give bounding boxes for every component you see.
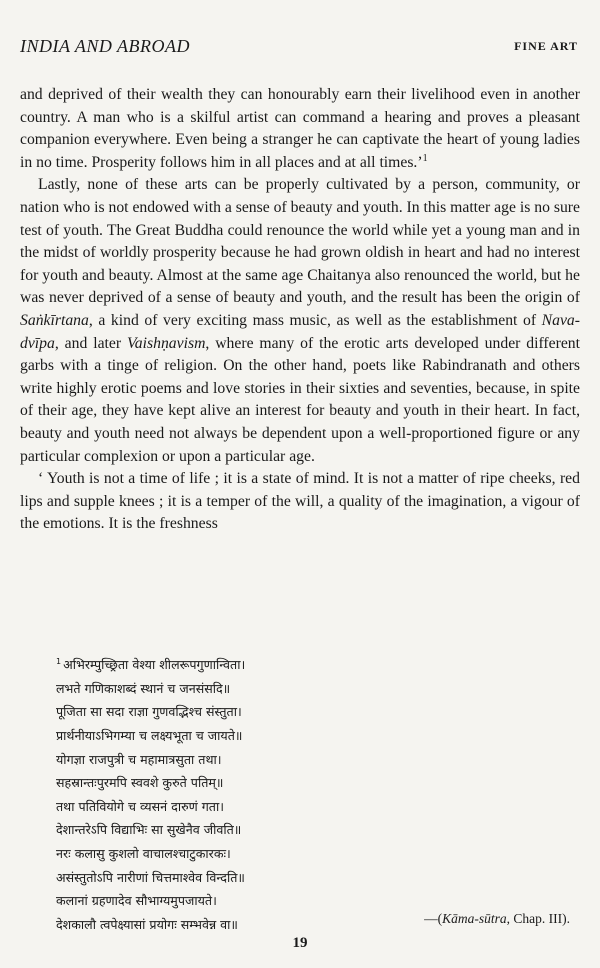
footnote-reference: 1 [422,152,428,164]
verse-line: $^1$ अभिरम्पुच्छ्रिता वेश्या शीलरूपगुणान्विता। [56,657,246,673]
verse-line: सहस्रान्तःपुरमपि स्ववशे कुरुते पतिम्॥ [56,775,224,791]
source-title: Kāma-sūtra [442,911,507,926]
footnote-marker: 1 [56,657,62,666]
verse-line: देशान्तरेऽपि विद्याभिः सा सुखेनैव जीवति॥ [56,822,242,838]
paragraph-text: , where many of the erotic arts developed under different garbs with a tinge of religion. On the other hand, poets like Rabindranath and others write highly erotic poems and love stories in their sixties and seventies, because, in spite of their age, they have kept alive an interest for beauty and youth in their heart. In fact, beauty and youth need not always be dependent upon a well-proportioned figure or any particular complexion or upon a particular age. [20,334,580,465]
footnote-source: —(Kāma-sūtra, Chap. III). [424,911,570,926]
verse-line: देशकालौ त्वपेक्ष्यासां प्रयोगः सम्भवेन्न वा॥ [56,916,238,932]
term-vaishnavism: Vaishṇavism [126,334,206,352]
term-sankirtana: Saṅkīrtana [20,311,89,329]
page-number: 19 [292,935,308,951]
verse-line: नरः कलासु कुशलो वाचालश्चाटुकारकः। [56,845,231,861]
paragraph-youth-quote [20,468,580,536]
running-header [20,36,578,60]
term-nava-dvipa: Nava-dvīpa [20,311,580,352]
verse-line: तथा पतिवियोगे च व्यसनं दारुणं गता। [56,798,225,814]
paragraph-text: , and later [54,334,127,352]
running-head-section: FINE ART [514,39,578,53]
verse-line: लभते गणिकाशब्दं स्थानं च जनसंसदि॥ [56,680,231,696]
verse-line: प्रार्थनीयाऽभिगम्या च लक्ष्यभूता च जायते॥ [56,727,243,743]
footnote-sanskrit-verse [56,650,556,936]
paragraph-text: , a kind of very exciting mass music, as well as the establishment of [88,311,542,329]
running-head-title: INDIA AND ABROAD [20,36,190,56]
verse-line: पूजिता सा सदा राज्ञा गुणवद्भिश्च संस्तुता। [56,704,242,720]
paragraph-text: ‘ Youth is not a time of life ; it is a state of mind. It is not a matter of ripe cheeks, red lips and supple knees ; it is a temper of the will, a quality of the imagination, a vigour of the emotions. It is the freshness [20,470,580,533]
verse-line: योगज्ञा राजपुत्री च महामात्रसुता तथा। [56,751,222,767]
paragraph-text: Lastly, none of these arts can be properly cultivated by a person, community, or nation who is not endowed with a sense of beauty and youth. In this matter age is no sure test of youth. The Great Buddha could renounce the world while yet a young man and in the midst of worldly prosperity because he had grown oldish in heart and had no interest for youth and beauty. Almost at the same age Chaitanya also renounced the world, but he was never deprived of a sense of beauty and youth, and the result has been the origin of [20,176,580,307]
paragraph-continued [20,84,580,174]
verse-line: कलानां ग्रहणादेव सौभाग्यमुपजायते। [56,893,217,909]
verse-line: असंस्तुतोऽपि नारीणां चित्तमाश्वेव विन्दति॥ [56,869,245,885]
body-text [20,84,580,536]
paragraph-beauty-youth [20,174,580,468]
paragraph-text: and deprived of their wealth they can honourably earn their livelihood even in another country. A man who is a skilful artist can command a hearing and proves a pleasant companion everywhere. Even being a stranger he can captivate the heart of young ladies in no time. Prosperity follows him in all places and at all times.’ [20,86,580,171]
